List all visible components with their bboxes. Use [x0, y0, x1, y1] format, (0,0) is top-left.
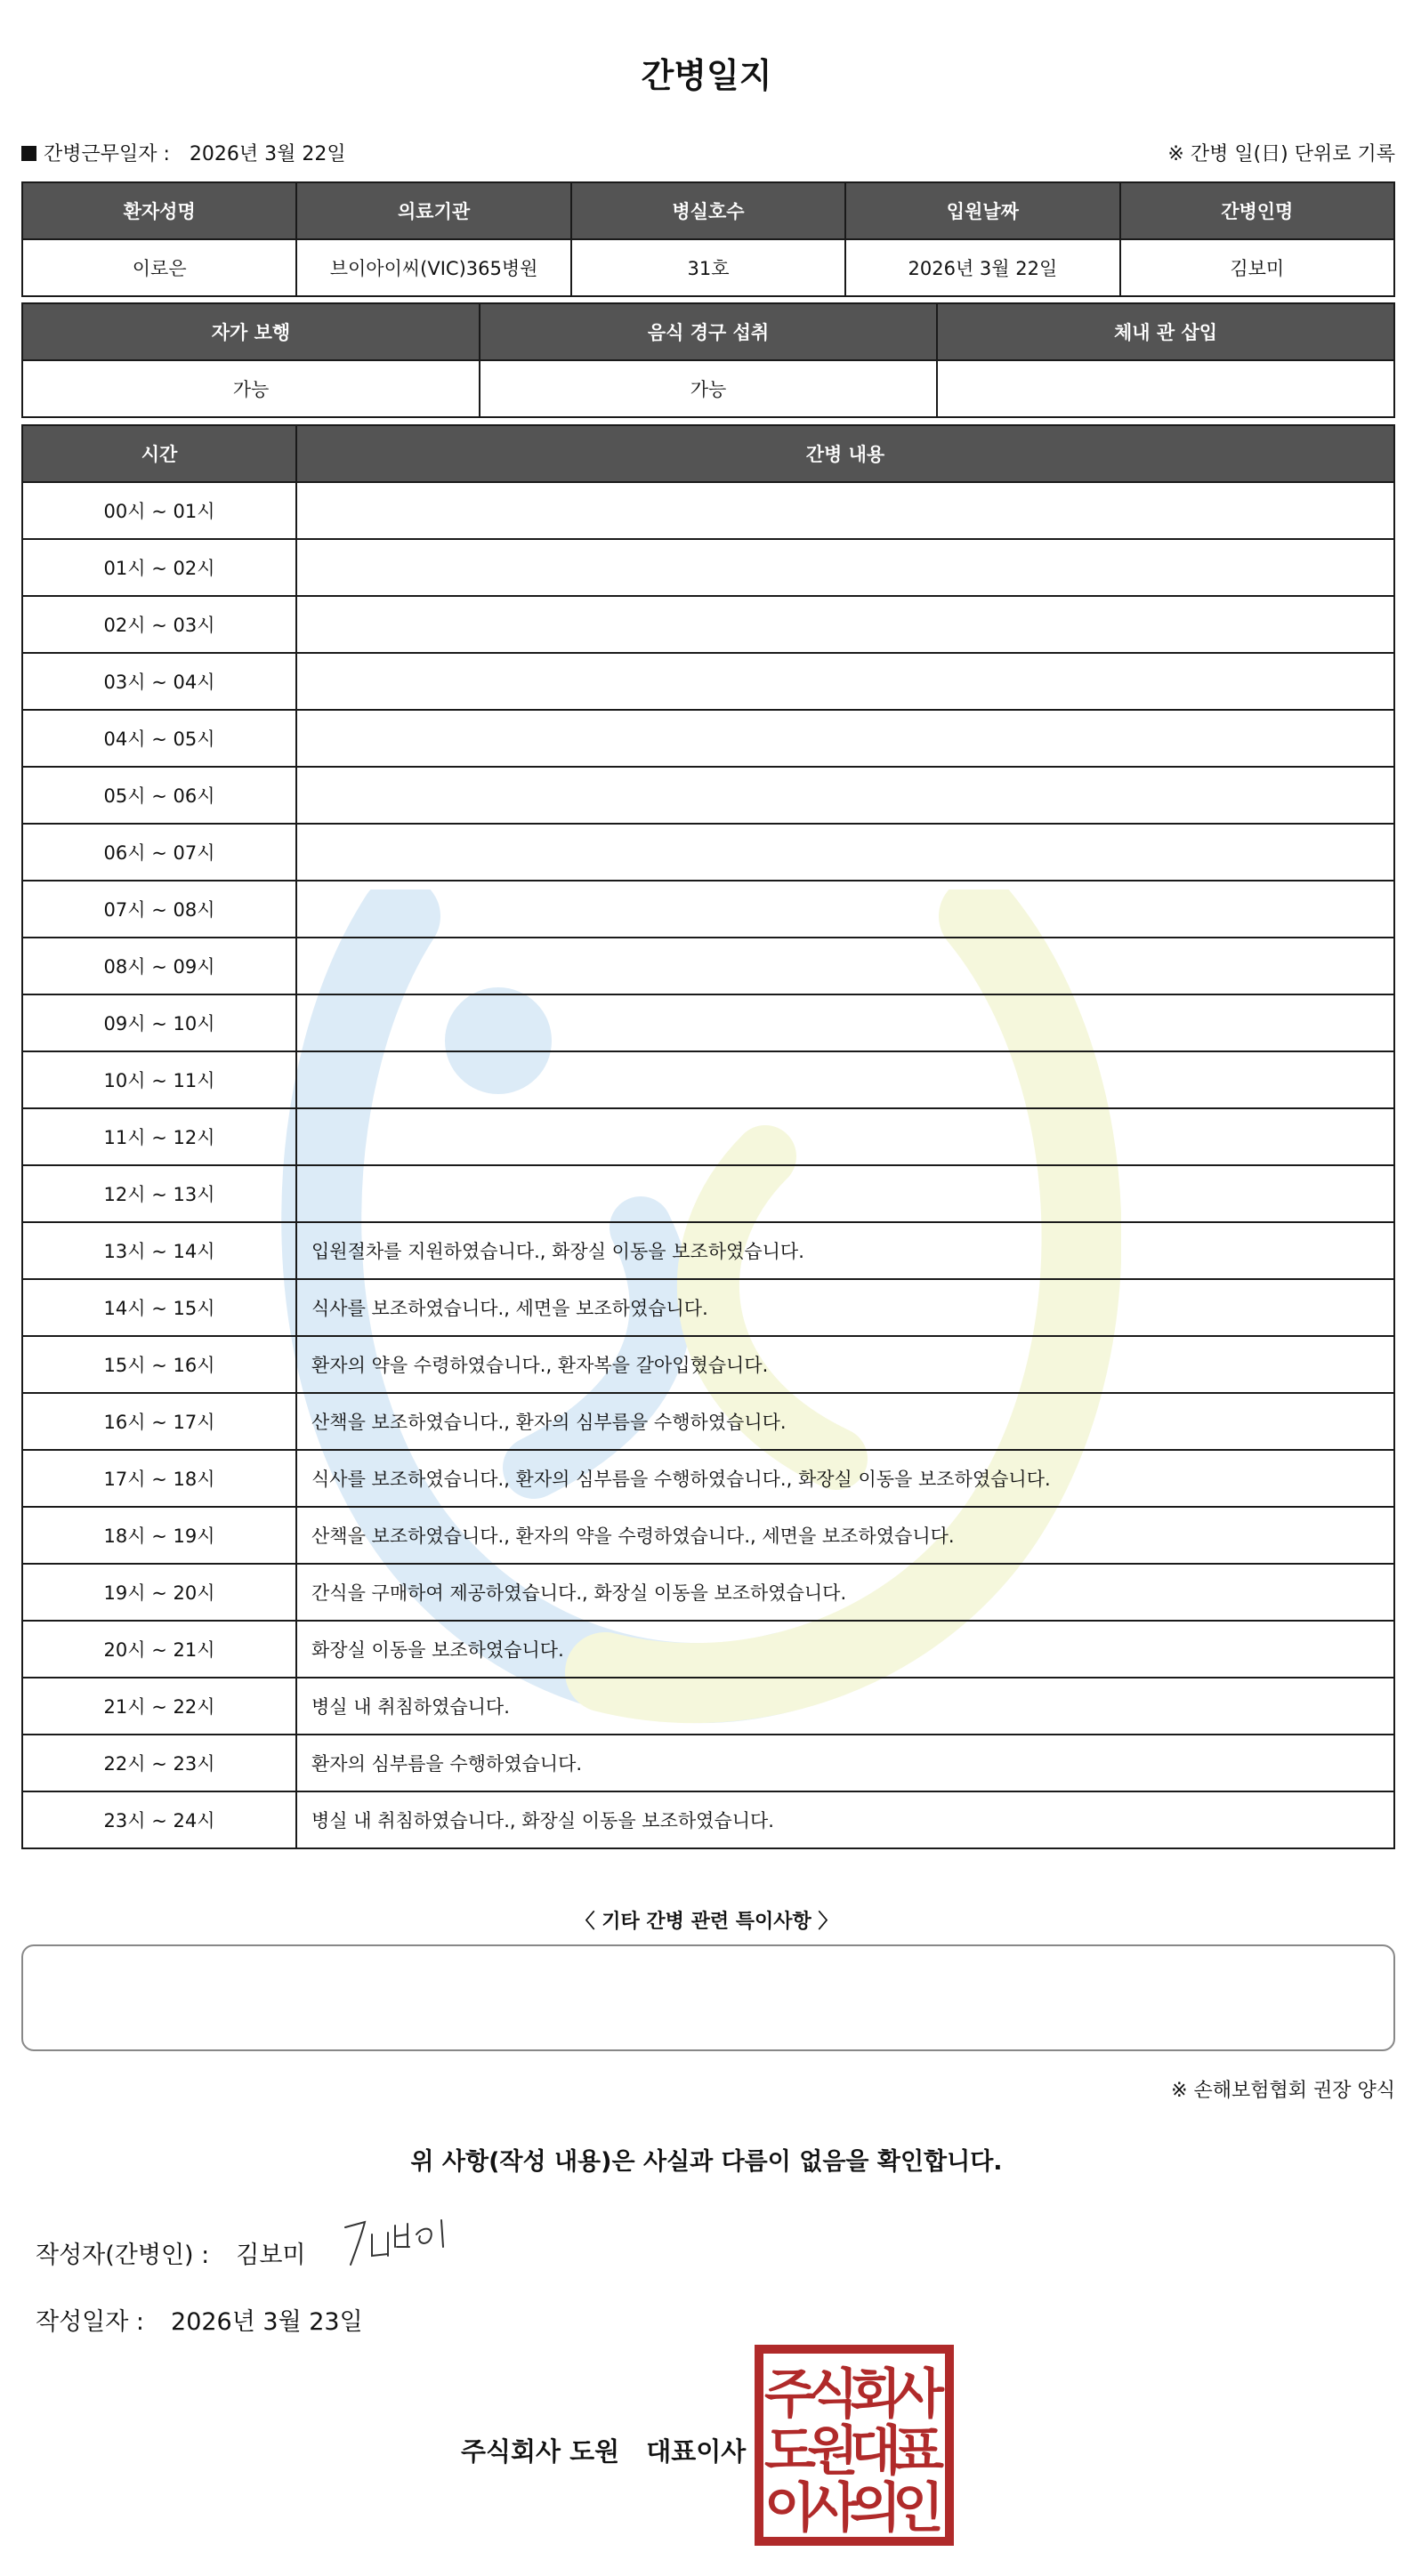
care-log-content: 병실 내 취침하였습니다. — [296, 1678, 1394, 1735]
care-log-row — [22, 1735, 1394, 1791]
company-representative: 대표이사 — [646, 2436, 747, 2467]
care-log-row — [22, 1507, 1394, 1564]
writer-label: 작성자(간병인) : — [36, 2242, 210, 2269]
care-log-time: 06시 ~ 07시 — [22, 824, 296, 881]
caregiver-name-value: 김보미 — [1120, 239, 1394, 296]
write-date-label: 작성일자 : — [36, 2308, 145, 2336]
square-bullet-icon — [21, 146, 36, 161]
svg-text:사: 사 — [807, 2477, 859, 2540]
care-log-content — [296, 881, 1394, 938]
care-log-time: 02시 ~ 03시 — [22, 596, 296, 653]
room-number-value: 31호 — [571, 239, 845, 296]
care-log-content: 입원절차를 지원하였습니다., 화장실 이동을 보조하였습니다. — [296, 1222, 1394, 1279]
svg-text:회: 회 — [850, 2363, 901, 2426]
self-walking-value: 가능 — [22, 360, 480, 417]
header-time: 시간 — [22, 425, 296, 482]
care-log-row — [22, 1791, 1394, 1848]
patient-header-row — [22, 182, 1394, 239]
care-log-content — [296, 1108, 1394, 1165]
care-log-time: 01시 ~ 02시 — [22, 539, 296, 596]
care-log-row — [22, 1108, 1394, 1165]
header-self-walking: 자가 보행 — [22, 303, 480, 360]
company-name: 주식회사 도원 — [461, 2436, 620, 2467]
care-log-content: 환자의 약을 수령하였습니다., 환자복을 갈아입혔습니다. — [296, 1336, 1394, 1393]
care-log-time: 13시 ~ 14시 — [22, 1222, 296, 1279]
header-oral-intake: 음식 경구 섭취 — [480, 303, 937, 360]
care-log-content: 병실 내 취침하였습니다., 화장실 이동을 보조하였습니다. — [296, 1791, 1394, 1848]
care-log-content — [296, 938, 1394, 994]
care-log-content — [296, 1165, 1394, 1222]
care-log-row — [22, 1621, 1394, 1678]
care-log-row — [22, 1564, 1394, 1621]
care-log-content — [296, 539, 1394, 596]
care-log-row — [22, 596, 1394, 653]
seal-characters — [764, 2363, 945, 2540]
care-log-time: 16시 ~ 17시 — [22, 1393, 296, 1450]
care-log-time: 22시 ~ 23시 — [22, 1735, 296, 1791]
care-log-time: 15시 ~ 16시 — [22, 1336, 296, 1393]
write-date-line — [36, 2302, 363, 2337]
svg-text:의: 의 — [850, 2477, 901, 2540]
care-log-row — [22, 710, 1394, 767]
write-date-value: 2026년 3월 23일 — [171, 2308, 363, 2336]
patient-status-table — [21, 302, 1395, 418]
special-notes-title: 〈 기타 간병 관련 특이사항 〉 — [575, 1911, 838, 1933]
header-room-number: 병실호수 — [571, 182, 845, 239]
care-log-time: 05시 ~ 06시 — [22, 767, 296, 824]
care-log-row — [22, 482, 1394, 539]
writer-line — [36, 2235, 306, 2270]
care-log-time: 10시 ~ 11시 — [22, 1051, 296, 1108]
header-hospital: 의료기관 — [296, 182, 570, 239]
patient-info-table — [21, 181, 1395, 297]
care-log-content: 산책을 보조하였습니다., 환자의 약을 수령하였습니다., 세면을 보조하였습니다. — [296, 1507, 1394, 1564]
care-log-row — [22, 1222, 1394, 1279]
care-log-row — [22, 1678, 1394, 1735]
care-log-header-row — [22, 425, 1394, 482]
svg-text:이: 이 — [764, 2477, 816, 2540]
care-log-row — [22, 767, 1394, 824]
page-title: 간병일지 — [641, 56, 772, 95]
patient-value-row — [22, 239, 1394, 296]
care-log-row — [22, 881, 1394, 938]
care-log-body — [22, 482, 1394, 1848]
care-log-time: 00시 ~ 01시 — [22, 482, 296, 539]
writer-name: 김보미 — [236, 2242, 306, 2269]
care-log-time: 21시 ~ 22시 — [22, 1678, 296, 1735]
header-caregiver-name: 간병인명 — [1120, 182, 1394, 239]
care-log-row — [22, 1450, 1394, 1507]
care-log-row — [22, 1165, 1394, 1222]
care-log-row — [22, 938, 1394, 994]
svg-text:도: 도 — [764, 2420, 816, 2483]
header-tube-insertion: 체내 관 삽입 — [937, 303, 1394, 360]
care-log-time: 07시 ~ 08시 — [22, 881, 296, 938]
hospital-value: 브이아이씨(VIC)365병원 — [296, 239, 570, 296]
tube-insertion-value — [937, 360, 1394, 417]
svg-text:주: 주 — [764, 2363, 816, 2426]
care-log-content: 산책을 보조하였습니다., 환자의 심부름을 수행하였습니다. — [296, 1393, 1394, 1450]
svg-text:원: 원 — [807, 2420, 859, 2483]
care-log-content — [296, 710, 1394, 767]
status-value-row — [22, 360, 1394, 417]
care-log-content — [296, 1051, 1394, 1108]
care-log-content: 화장실 이동을 보조하였습니다. — [296, 1621, 1394, 1678]
care-log-content — [296, 653, 1394, 710]
care-log-table — [21, 424, 1395, 1849]
care-log-row — [22, 653, 1394, 710]
care-log-time: 03시 ~ 04시 — [22, 653, 296, 710]
special-notes-box — [21, 1944, 1395, 2051]
care-log-time: 19시 ~ 20시 — [22, 1564, 296, 1621]
svg-text:사: 사 — [892, 2363, 944, 2426]
company-signature-line — [461, 2432, 746, 2468]
care-log-time: 20시 ~ 21시 — [22, 1621, 296, 1678]
care-log-time: 09시 ~ 10시 — [22, 994, 296, 1051]
care-log-row — [22, 1279, 1394, 1336]
care-log-content — [296, 994, 1394, 1051]
care-log-time: 23시 ~ 24시 — [22, 1791, 296, 1848]
header-admission-date: 입원날짜 — [845, 182, 1119, 239]
patient-name-value: 이로은 — [22, 239, 296, 296]
company-seal-stamp — [755, 2345, 954, 2546]
care-log-row — [22, 1336, 1394, 1393]
record-unit-note: ※ 간병 일(日) 단위로 기록 — [1167, 143, 1395, 165]
svg-text:인: 인 — [892, 2477, 944, 2540]
confirmation-statement: 위 사항(작성 내용)은 사실과 다름이 없음을 확인합니다. — [410, 2148, 1003, 2176]
svg-text:대: 대 — [850, 2420, 901, 2483]
care-log-content: 간식을 구매하여 제공하였습니다., 화장실 이동을 보조하였습니다. — [296, 1564, 1394, 1621]
care-log-row — [22, 539, 1394, 596]
care-log-time: 11시 ~ 12시 — [22, 1108, 296, 1165]
care-log-content — [296, 482, 1394, 539]
care-log-content: 식사를 보조하였습니다., 세면을 보조하였습니다. — [296, 1279, 1394, 1336]
work-date-label: 간병근무일자 : — [44, 143, 170, 165]
care-log-time: 08시 ~ 09시 — [22, 938, 296, 994]
care-log-time: 04시 ~ 05시 — [22, 710, 296, 767]
form-source-note: ※ 손해보험협회 권장 양식 — [1171, 2080, 1395, 2102]
header-care-content: 간병 내용 — [296, 425, 1394, 482]
svg-text:표: 표 — [892, 2420, 944, 2483]
work-date-value: 2026년 3월 22일 — [189, 143, 346, 165]
care-log-time: 14시 ~ 15시 — [22, 1279, 296, 1336]
admission-date-value: 2026년 3월 22일 — [845, 239, 1119, 296]
oral-intake-value: 가능 — [480, 360, 937, 417]
care-log-row — [22, 824, 1394, 881]
care-log-row — [22, 1051, 1394, 1108]
care-log-content — [296, 824, 1394, 881]
care-log-time: 18시 ~ 19시 — [22, 1507, 296, 1564]
handwritten-signature — [342, 2215, 466, 2277]
work-date-line — [21, 139, 346, 166]
care-log-row — [22, 1393, 1394, 1450]
header-patient-name: 환자성명 — [22, 182, 296, 239]
care-log-content: 환자의 심부름을 수행하였습니다. — [296, 1735, 1394, 1791]
status-header-row — [22, 303, 1394, 360]
care-log-content — [296, 596, 1394, 653]
care-log-content: 식사를 보조하였습니다., 환자의 심부름을 수행하였습니다., 화장실 이동을 보조하였습니다. — [296, 1450, 1394, 1507]
care-log-row — [22, 994, 1394, 1051]
svg-text:식: 식 — [807, 2363, 859, 2426]
care-log-time: 17시 ~ 18시 — [22, 1450, 296, 1507]
care-log-time: 12시 ~ 13시 — [22, 1165, 296, 1222]
care-log-content — [296, 767, 1394, 824]
